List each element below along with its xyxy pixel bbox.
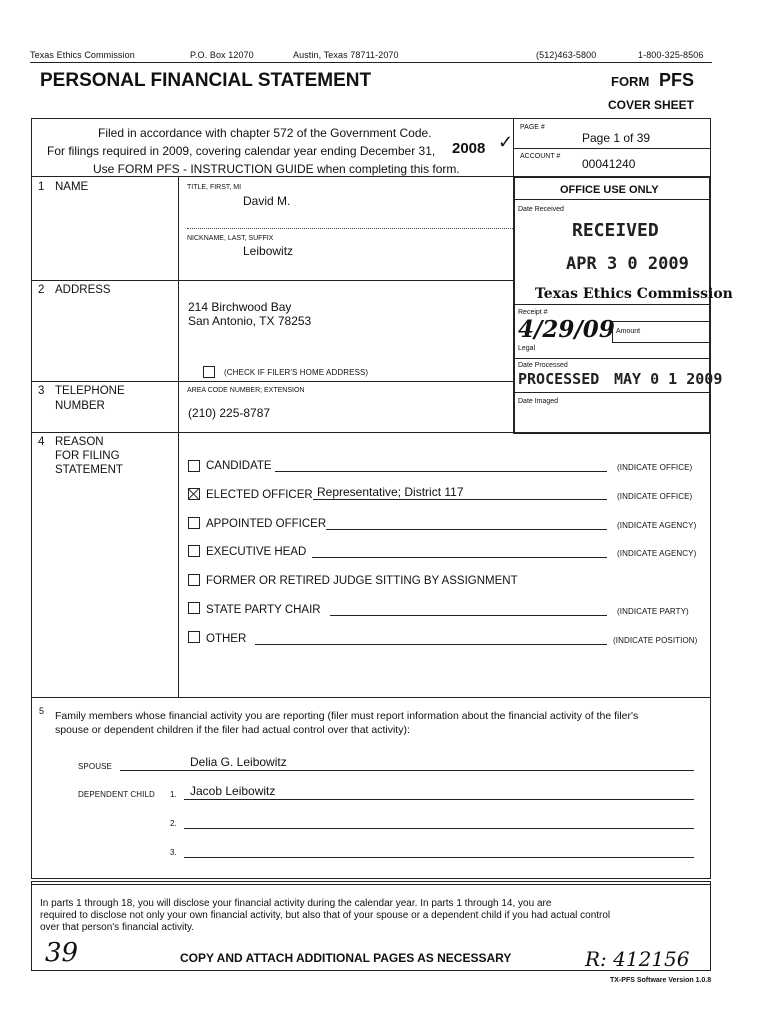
handwritten-receipt-date: 4/29/09 (518, 316, 615, 343)
footer-note-1: In parts 1 through 18, you will disclose your financial activity during the calendar year. In parts 1 through 14, you are (40, 898, 552, 909)
retired-judge-label: FORMER OR RETIRED JUDGE SITTING BY ASSIGNMENT (206, 575, 518, 587)
phone-field[interactable]: (210) 225-8787 (188, 406, 271, 420)
date-received-label: Date Received (518, 206, 564, 213)
party-field[interactable] (330, 615, 607, 616)
dependent-child-label: DEPENDENT CHILD (78, 790, 155, 799)
cover-sheet-label: COVER SHEET (608, 98, 695, 112)
candidate-hint: (INDICATE OFFICE) (617, 463, 693, 472)
executive-head-checkbox[interactable] (188, 545, 200, 557)
section-4-label-line-3: STATEMENT (55, 464, 123, 476)
section-3-label-line-1: TELEPHONE (55, 385, 125, 397)
spouse-name-field[interactable]: Delia G. Leibowitz (190, 755, 287, 769)
executive-head-hint: (INDICATE AGENCY) (617, 549, 697, 558)
candidate-label: CANDIDATE (206, 460, 272, 472)
child-1-number: 1. (170, 790, 177, 799)
executive-agency-field[interactable] (312, 557, 607, 558)
processed-stamp-date: MAY 0 1 2009 (614, 370, 723, 388)
legal-label: Legal (518, 345, 536, 352)
address-city-field[interactable]: San Antonio, TX 78253 (188, 314, 312, 328)
section-1-label: NAME (55, 181, 89, 193)
footer-note-2: required to disclose not only your own financial activity, but also that of your spouse or a dependent child if you had actual control (40, 910, 611, 921)
page-value: Page 1 of 39 (582, 131, 651, 145)
other-hint: (INDICATE POSITION) (613, 636, 698, 645)
account-label: ACCOUNT # (520, 153, 561, 160)
date-imaged-label: Date Imaged (518, 398, 559, 405)
section-4-label-line-1: REASON (55, 436, 104, 448)
receipt-label: Receipt # (518, 309, 548, 316)
phone-toll-free: 1-800-325-8506 (638, 50, 704, 60)
office-use-title: OFFICE USE ONLY (560, 184, 659, 196)
child-2-name-field[interactable] (184, 828, 694, 829)
agency-name: Texas Ethics Commission (30, 50, 135, 60)
elected-officer-hint: (INDICATE OFFICE) (617, 492, 693, 501)
intro-line-2: For filings required in 2009, covering calendar year ending December 31, (47, 144, 436, 158)
party-chair-checkbox[interactable] (188, 602, 200, 614)
child-2-number: 2. (170, 819, 177, 828)
home-address-label: (CHECK IF FILER'S HOME ADDRESS) (224, 368, 369, 377)
appointed-officer-label: APPOINTED OFFICER (206, 518, 327, 530)
account-value: 00041240 (582, 157, 636, 171)
received-stamp: RECEIVED (572, 220, 659, 241)
last-name-label: NICKNAME, LAST, SUFFIX (187, 235, 274, 242)
section-4-label-line-2: FOR FILING (55, 450, 120, 462)
section-3-label-line-2: NUMBER (55, 400, 105, 412)
executive-head-label: EXECUTIVE HEAD (206, 546, 307, 558)
check-mark-icon: ✓ (498, 132, 514, 152)
phone-sub-label: AREA CODE NUMBER; EXTENSION (187, 387, 305, 394)
processed-stamp: PROCESSED (518, 370, 600, 388)
section-1-number: 1 (38, 181, 45, 193)
elected-officer-checkbox[interactable] (188, 488, 200, 500)
reporting-year: 2008 (452, 140, 486, 157)
section-5-text-1: Family members whose financial activity you are reporting (filer must report information about the financial activity of the filer's (55, 710, 639, 722)
handwritten-page-count: 39 (45, 938, 79, 968)
name-title-label: TITLE, FIRST, MI (187, 184, 242, 191)
footer-note-3: over that person's financial activity. (40, 922, 195, 933)
received-stamp-date: APR 3 0 2009 (566, 254, 689, 274)
home-address-checkbox[interactable] (203, 366, 215, 378)
header-rule (30, 62, 712, 63)
section-4-number: 4 (38, 436, 45, 448)
intro-line-3: Use FORM PFS - INSTRUCTION GUIDE when completing this form. (93, 162, 460, 176)
amount-label: Amount (616, 328, 641, 335)
section-3-number: 3 (38, 385, 45, 397)
other-position-field[interactable] (255, 644, 607, 645)
child-3-name-field[interactable] (184, 857, 694, 858)
section-2-label: ADDRESS (55, 284, 111, 296)
other-checkbox[interactable] (188, 631, 200, 643)
appointed-officer-hint: (INDICATE AGENCY) (617, 521, 697, 530)
software-version: TX-PFS Software Version 1.0.8 (610, 977, 712, 984)
commission-stamp: Texas Ethics Commission (535, 286, 733, 302)
address-street-field[interactable]: 214 Birchwood Bay (188, 300, 292, 314)
spouse-label: SPOUSE (78, 762, 112, 771)
appointed-agency-field[interactable] (326, 529, 607, 530)
retired-judge-checkbox[interactable] (188, 574, 200, 586)
candidate-checkbox[interactable] (188, 460, 200, 472)
elected-officer-value[interactable]: Representative; District 117 (317, 485, 464, 499)
form-prefix: FORM (611, 74, 650, 89)
elected-officer-label: ELECTED OFFICER (206, 489, 313, 501)
form-title: PERSONAL FINANCIAL STATEMENT (40, 70, 372, 91)
phone-local: (512)463-5800 (536, 50, 597, 60)
child-3-number: 3. (170, 848, 177, 857)
form-code: PFS (659, 70, 695, 90)
agency-city: Austin, Texas 78711-2070 (293, 50, 399, 60)
date-processed-label: Date Processed (518, 362, 568, 369)
copy-notice: COPY AND ATTACH ADDITIONAL PAGES AS NECESSARY (180, 951, 512, 965)
first-name-field[interactable]: David M. (243, 194, 291, 208)
candidate-office-field[interactable] (275, 471, 607, 472)
last-name-field[interactable]: Leibowitz (243, 244, 294, 258)
section-5-text-2: spouse or dependent children if the filer had actual control over that activity): (55, 724, 410, 736)
section-5-number: 5 (39, 706, 45, 716)
handwritten-reference: R: 412156 (585, 947, 690, 971)
office-use-box (513, 176, 711, 434)
child-1-name-field[interactable]: Jacob Leibowitz (190, 784, 276, 798)
intro-line-1: Filed in accordance with chapter 572 of the Government Code. (98, 126, 432, 140)
section-2-number: 2 (38, 284, 45, 296)
party-chair-label: STATE PARTY CHAIR (206, 604, 321, 616)
appointed-officer-checkbox[interactable] (188, 517, 200, 529)
page-label: PAGE # (520, 124, 545, 131)
other-label: OTHER (206, 633, 247, 645)
po-box: P.O. Box 12070 (190, 50, 254, 60)
party-chair-hint: (INDICATE PARTY) (617, 607, 689, 616)
